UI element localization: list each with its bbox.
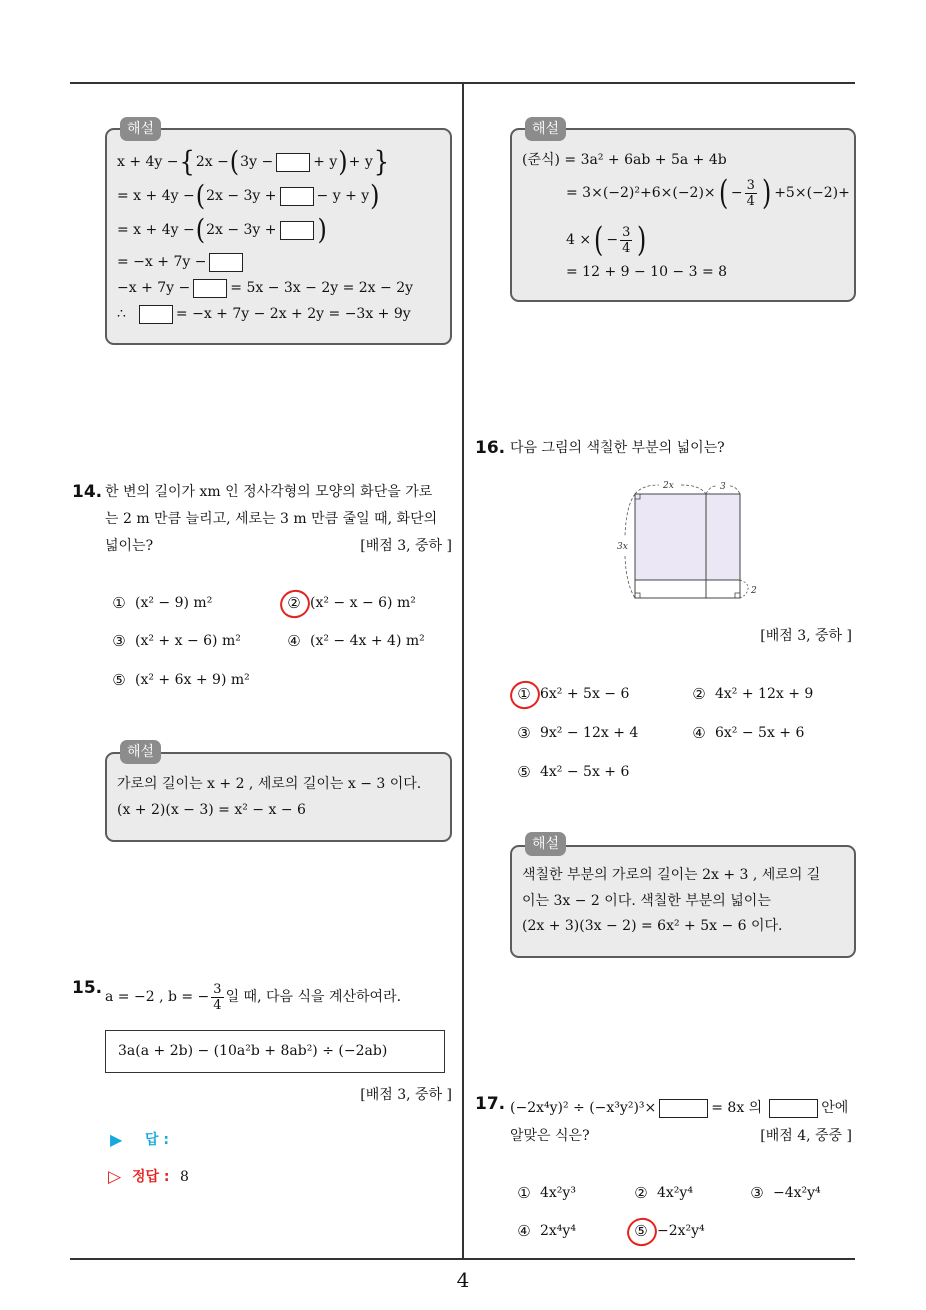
math-text: = −x + 7y −	[117, 254, 207, 270]
solution-line-1: 색칠한 부분의 가로의 길이는 2x + 3 , 세로의 길	[522, 867, 821, 883]
label-right: 2	[751, 586, 757, 596]
option-5	[632, 1220, 705, 1242]
fraction	[620, 225, 632, 256]
math-text: 2x −	[195, 154, 229, 170]
option-1	[110, 592, 212, 614]
solution-line-5	[117, 277, 413, 299]
correct-answer-value: 8	[180, 1169, 189, 1185]
math-text: + y	[313, 154, 338, 170]
option-text: 6x² + 5x − 6	[540, 686, 630, 702]
fraction-numerator: 3	[622, 224, 631, 240]
fraction-numerator: 3	[213, 981, 222, 997]
option-marker: ①	[112, 594, 126, 612]
brace-open: {	[179, 145, 195, 179]
option-marker: ②	[692, 685, 706, 703]
option-text: 4x²y³	[540, 1185, 576, 1201]
points-label: [배점 3, 중하 ]	[360, 1087, 452, 1103]
solution-line-2: (x + 2)(x − 3) = x² − x − 6	[117, 802, 306, 818]
solution-line-3: (2x + 3)(3x − 2) = 6x² + 5x − 6 이다.	[522, 918, 783, 934]
option-5	[515, 761, 629, 783]
question-text-line: 는 2 m 만큼 늘리고, 세로는 3 m 만큼 줄일 때, 화단의	[105, 511, 438, 527]
solution-line-2	[566, 173, 850, 213]
math-text: 4 ×	[566, 232, 592, 248]
answer-row	[110, 1129, 169, 1151]
option-3	[110, 630, 241, 652]
math-text: = x + 4y −	[117, 188, 195, 204]
math-text: = x + 4y −	[117, 222, 195, 238]
question-text: 안에	[821, 1100, 849, 1116]
question-text: 다음 그림의 색칠한 부분의 넓이는?	[510, 440, 725, 456]
dimension-arc-right	[740, 580, 748, 598]
math-text: = −x + 7y − 2x + 2y = −3x + 9y	[175, 306, 411, 322]
correct-answer-label: 정답 :	[132, 1169, 170, 1185]
bottom-rule	[70, 1258, 855, 1260]
fraction-numerator: 3	[746, 177, 755, 193]
fraction-denominator: 4	[213, 997, 222, 1013]
question-text: 일 때, 다음 식을 계산하여라.	[225, 989, 402, 1005]
label-top-left: 2x	[663, 481, 674, 491]
paren-open: (	[718, 173, 728, 213]
math-text: = 5x − 3x − 2y = 2x − 2y	[230, 280, 414, 296]
option-2	[285, 592, 416, 614]
question-line-2: 알맞은 식은?	[510, 1128, 590, 1144]
solution-tab: 해설	[120, 740, 161, 764]
option-text: 4x²y⁴	[657, 1185, 693, 1201]
math-text: 2x − 3y +	[206, 188, 277, 204]
label-top-right: 3	[720, 482, 726, 492]
blank-box	[193, 279, 227, 298]
option-marker: ①	[515, 683, 533, 705]
solution-line-1	[117, 145, 390, 179]
solution-line-3	[566, 220, 650, 260]
math-text: −	[606, 232, 619, 248]
option-text: 4x² + 12x + 9	[715, 686, 814, 702]
option-text: (x² − x − 6) m²	[310, 595, 416, 611]
solution-tab: 해설	[120, 117, 161, 141]
option-2	[690, 683, 813, 705]
paren-close: )	[637, 220, 647, 260]
option-4	[690, 722, 804, 744]
blank-box	[139, 305, 173, 324]
points-label: [배점 3, 중하 ]	[360, 538, 452, 554]
option-marker: ④	[287, 632, 301, 650]
solution-line-6	[117, 303, 411, 325]
fraction-denominator: 4	[746, 193, 755, 209]
math-text: 3y −	[240, 154, 274, 170]
option-3	[748, 1182, 821, 1204]
math-text: = 3×(−2)²+6×(−2)×	[566, 185, 716, 201]
option-text: (x² + x − 6) m²	[135, 633, 241, 649]
question-number-17: 17.	[475, 1094, 506, 1114]
solution-line-2	[117, 179, 381, 213]
solution-tab: 해설	[525, 832, 566, 856]
expression-box: 3a(a + 2b) − (10a²b + 8ab²) ÷ (−2ab)	[105, 1030, 445, 1073]
solution-line-4: = 12 + 9 − 10 − 3 = 8	[566, 264, 728, 280]
option-text: 9x² − 12x + 4	[540, 725, 639, 741]
question-number-15: 15.	[72, 978, 103, 998]
points-label: [배점 4, 중중 ]	[760, 1128, 852, 1144]
option-marker: ⑤	[112, 671, 126, 689]
points-label: [배점 3, 중하 ]	[760, 628, 852, 644]
blank-box	[659, 1099, 708, 1118]
option-text: (x² − 4x + 4) m²	[310, 633, 425, 649]
option-marker: ⑤	[632, 1220, 650, 1242]
option-1	[515, 1182, 576, 1204]
option-text: (x² − 9) m²	[135, 595, 213, 611]
blank-box	[280, 187, 314, 206]
paren-close: )	[338, 145, 348, 179]
math-text: + y	[348, 154, 373, 170]
paren-open: (	[195, 179, 206, 213]
paren-close: )	[317, 213, 327, 247]
solution-line-1: 가로의 길이는 x + 2 , 세로의 길이는 x − 3 이다.	[117, 776, 422, 792]
solution-line-1: (준식) = 3a² + 6ab + 5a + 4b	[522, 152, 727, 168]
solution-line-2: 이는 3x − 2 이다. 색칠한 부분의 넓이는	[522, 893, 771, 909]
option-text: −4x²y⁴	[773, 1185, 821, 1201]
math-text: 2x − 3y +	[206, 222, 277, 238]
page-number: 4	[456, 1268, 470, 1292]
solution-line-4	[117, 251, 246, 273]
math-text: − y + y	[316, 188, 370, 204]
option-marker: ②	[634, 1184, 648, 1202]
math-text: (−2x⁴y)² ÷ (−x³y²)³×	[510, 1100, 657, 1116]
play-triangle-icon: ▶	[110, 1130, 123, 1149]
option-text: 6x² − 5x + 6	[715, 725, 805, 741]
label-left: 3x	[617, 542, 628, 552]
option-marker: ④	[517, 1222, 531, 1240]
fraction	[745, 178, 757, 209]
blank-box	[769, 1099, 818, 1118]
paren-open: (	[195, 213, 206, 247]
area-figure	[612, 476, 764, 602]
answer-label: 답 :	[145, 1132, 169, 1148]
option-text: 2x⁴y⁴	[540, 1223, 576, 1239]
blank-box	[276, 153, 310, 172]
math-text: a = −2 , b = −	[105, 989, 210, 1005]
brace-close: }	[373, 145, 390, 179]
math-text: = 8x 의	[711, 1100, 763, 1116]
solution-box-16	[510, 845, 856, 958]
correct-answer-row	[108, 1166, 189, 1188]
therefore-symbol: ∴	[117, 306, 126, 322]
paren-close: )	[761, 173, 772, 213]
option-text: −2x²y⁴	[657, 1223, 705, 1239]
option-2	[632, 1182, 693, 1204]
question-text-line: 넓이는?	[105, 538, 154, 554]
option-marker: ③	[517, 724, 531, 742]
option-marker: ①	[517, 1184, 531, 1202]
shaded-region	[635, 494, 740, 580]
option-marker: ③	[112, 632, 126, 650]
blank-box	[280, 221, 314, 240]
solution-line-3	[117, 213, 328, 247]
solution-box-14	[105, 752, 452, 842]
paren-open: (	[594, 220, 604, 260]
math-text: −x + 7y −	[117, 280, 191, 296]
math-text: x + 4y −	[117, 154, 179, 170]
option-4	[515, 1220, 576, 1242]
right-angle-marker	[735, 593, 740, 598]
fraction-denominator: 4	[622, 240, 631, 256]
option-5	[110, 669, 250, 691]
option-marker: ③	[750, 1184, 764, 1202]
question-number-14: 14.	[72, 482, 103, 502]
question-text-line: 한 변의 길이가 xm 인 정사각형의 모양의 화단을 가로	[105, 484, 433, 500]
option-marker: ②	[285, 592, 303, 614]
blank-box	[209, 253, 243, 272]
option-marker: ④	[692, 724, 706, 742]
outline-triangle-icon: ▷	[108, 1167, 122, 1187]
option-1	[515, 683, 629, 705]
fraction	[211, 982, 223, 1013]
option-text: 4x² − 5x + 6	[540, 764, 630, 780]
option-text: (x² + 6x + 9) m²	[135, 672, 250, 688]
right-angle-marker	[635, 593, 640, 598]
paren-open: (	[229, 145, 240, 179]
solution-box-right-top	[510, 128, 856, 302]
solution-tab: 해설	[525, 117, 566, 141]
math-text: +5×(−2)+	[774, 185, 850, 201]
question-line-1	[510, 1097, 848, 1119]
paren-close: )	[370, 179, 380, 213]
question-number-16: 16.	[475, 438, 506, 458]
solution-box-left-top	[105, 128, 452, 345]
option-marker: ⑤	[517, 763, 531, 781]
column-divider	[462, 82, 464, 1258]
question-prompt	[105, 977, 401, 1017]
math-text: −	[730, 185, 743, 201]
option-4	[285, 630, 425, 652]
option-3	[515, 722, 638, 744]
